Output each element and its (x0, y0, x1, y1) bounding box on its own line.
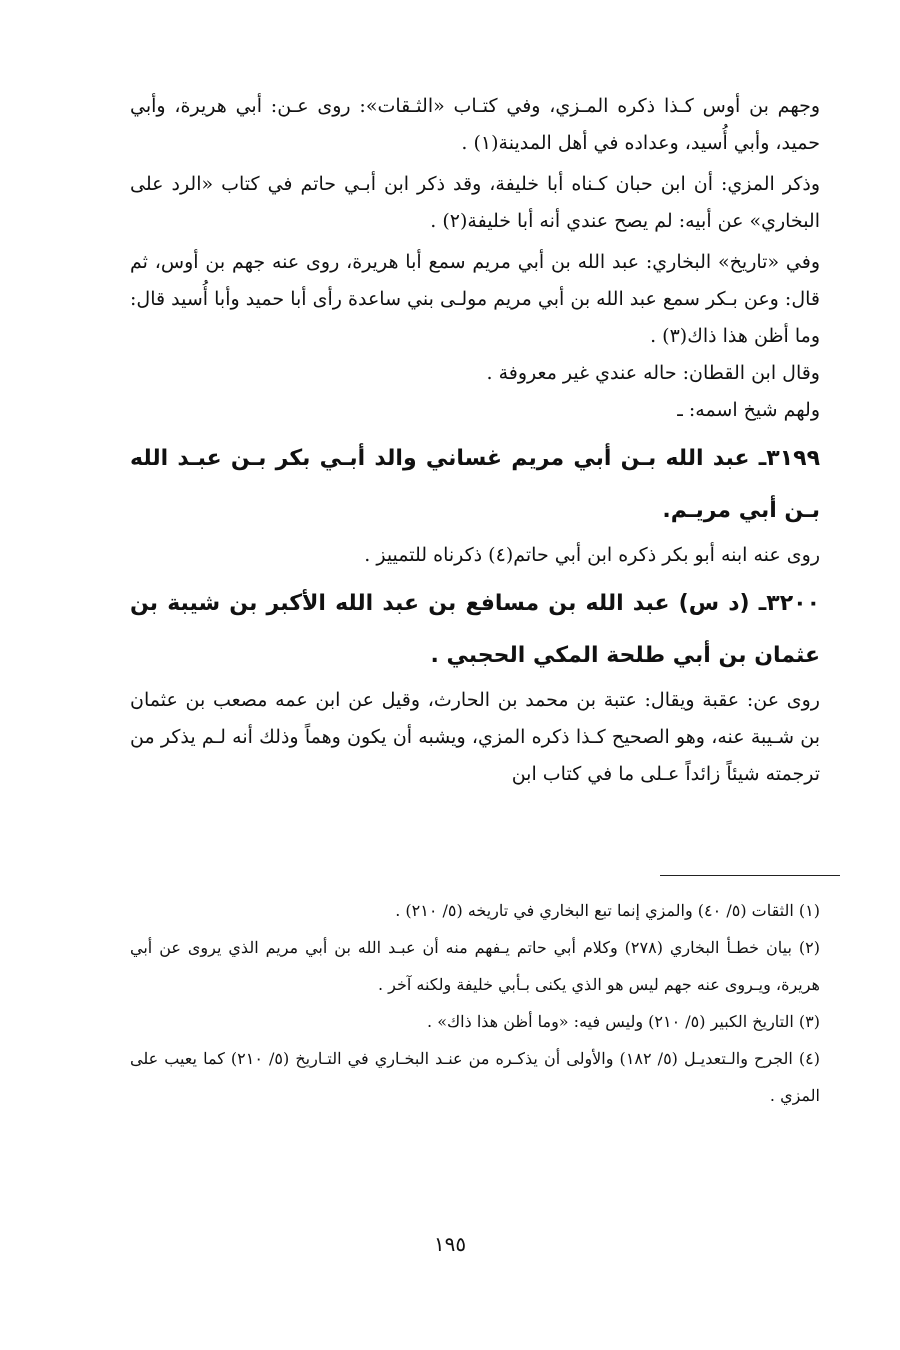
page-number: ١٩٥ (433, 1232, 467, 1256)
entry-heading-3200: ٣٢٠٠ـ (د س) عبد الله بن مسافع بن عبد الله الأكبر بن شيبة بن عثمان بن أبي طلحة المكي الحجبي . (130, 591, 820, 668)
paragraph-bukhari: وفي «تاريخ» البخاري: عبد الله بن أبي مريم سمع أبا هريرة، روى عنه جهم بن أوس، ثم قال: وعن بـكر سمع عبد الله بن أبي مريم مولـى بني ساعدة رأى أبا حميد وأبا أُسيد قال: وما أظن هذا ذاك(٣) . (130, 251, 820, 347)
entry-text-3199-wrapper (130, 537, 820, 574)
footnote-separator (660, 875, 840, 876)
main-text (130, 88, 820, 429)
page-content (130, 88, 820, 793)
entry-text-3199: روى عنه ابنه أبو بكر ذكره ابن أبي حاتم(٤) ذكرناه للتمييز . (364, 544, 820, 566)
entry-text-3200-wrapper (130, 682, 820, 793)
footnotes (130, 892, 820, 1114)
paragraph-jahm: وجهم بن أوس كـذا ذكره المـزي، وفي كتـاب «الثـقات»: روى عـن: أبي هريرة، وأبي حميد، وأبي أُسيد، وعداده في أهل المدينة(١) . (130, 95, 820, 154)
paragraph-mizzi: وذكر المزي: أن ابن حبان كـناه أبا خليفة، وقد ذكر ابن أبـي حاتم في كتاب «الرد على البخاري» عن أبيه: لم يصح عندي أنه أبا خليفة(٢) . (130, 173, 820, 232)
entry-heading-3199: ٣١٩٩ـ عبد الله بـن أبي مريم غساني والد أبـي بكر بـن عبـد الله بـن أبي مريـم. (130, 446, 820, 523)
entry-text-3200: روى عن: عقبة ويقال: عتبة بن محمد بن الحارث، وقيل عن ابن عمه مصعب بن عثمان بن شـيبة عنه، وهو الصحيح كـذا ذكره المزي، ويشبه أن يكون وهماً وذلك أنه لـم يذكر من ترجمته شيئاً زائداً عـلى ما في كتاب ابن (130, 689, 820, 785)
paragraph-shaykh: ولهم شيخ اسمه: ـ (677, 399, 820, 421)
footnote-4: (٤) الجرح والـتعديـل (٥/ ١٨٢) والأولى أن يذكـره من عنـد البخـاري في التـاريخ (٥/ ٢١٠) كما يعيب على المزي . (130, 1049, 821, 1105)
paragraph-qattan: وقال ابن القطان: حاله عندي غير معروفة . (486, 362, 820, 384)
footnote-3: (٣) التاريخ الكبير (٥/ ٢١٠) وليس فيه: «وما أظن هذا ذاك» . (427, 1012, 820, 1031)
footnote-2: (٢) بيان خطـأ البخاري (٢٧٨) وكلام أبي حاتم يـفهم منه أن عبـد الله بن أبي مريم الذي يروى عن أبي هريرة، ويـروى عنه جهم ليس هو الذي يكنى بـأبي خليفة ولكنه آخر . (130, 938, 820, 994)
footnote-1: (١) الثقات (٥/ ٤٠) والمزي إنما تبع البخاري في تاريخه (٥/ ٢١٠) . (395, 901, 820, 920)
